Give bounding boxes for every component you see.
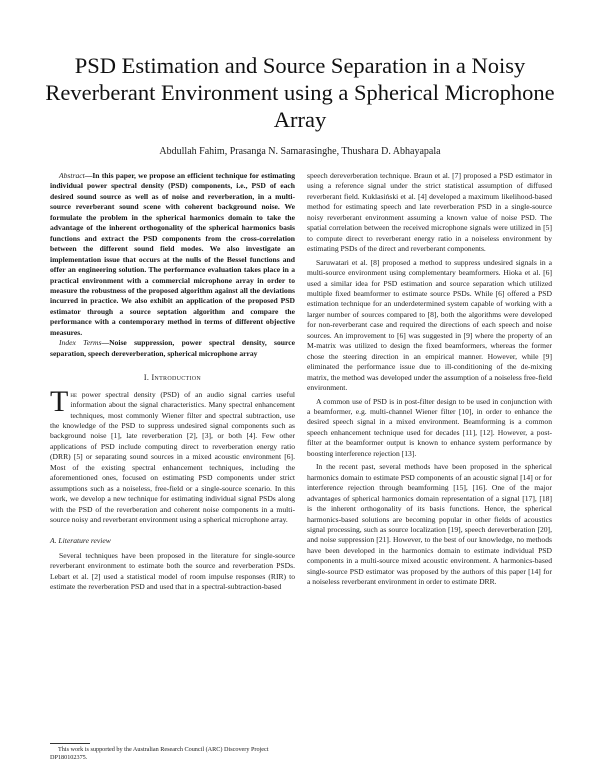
intro-lead-word: he — [70, 389, 77, 399]
intro-text: power spectral density (PSD) of an audio signal carries useful information about the signal characteristics. Many spectral enhancement techniques, most commonly Wiener filter and spectral subtraction, use the knowledge of the PSD to suppress undesired signal components such as background noise [1], late reverberation [2], [3], or both [4]. Few other applications of PSD include computing direct to reverberation energy ratio (DRR) [5] or separating sound sources in a mixed acoustic environment [6]. Most of the existing spectral enhancement techniques, including the aforementioned ones, focused on estimating PSD components under strict assumptions such as a noiseless, free-field or a single-source scenario. In this work, we develop a new technique for estimating individual signal PSDs along with the PSD of the reverberation and coherent noise components in a multi-source noisy and reverberant environment using a spherical microphone array. — [50, 389, 295, 525]
author-list: Abdullah Fahim, Prasanga N. Samarasinghe, Thushara D. Abhayapala — [159, 146, 441, 157]
funding-footnote: This work is supported by the Australian Research Council (ARC) Discovery Project DP180102375. — [50, 746, 269, 761]
footnote-rule — [50, 743, 90, 744]
index-terms — [50, 338, 295, 359]
subsection-heading-literature-review: A. Literature review — [50, 535, 111, 545]
body-paragraph-1: speech dereverberation technique. Braun et al. [7] proposed a PSD estimator in using a reference signal under the strict statistical assumption of diffused reverberant field. Kuklasiński et al. [4] developed a maximum likelihood-based method for estimating speech and late reverberation PSD in a single-source noisy reverberant environment assuming a known value of noise PSD. The spatial correlation between the received microphone signals were utilized in [5] to compute direct to reverberant energy ratio in a noiseless environment by estimating PSDs of the direct and reverberant components. — [307, 171, 552, 254]
index-terms-label: Index Terms — [59, 338, 102, 348]
drop-cap: T — [50, 384, 69, 418]
section-heading-introduction: I. Introduction — [143, 373, 202, 383]
intro-paragraph — [50, 384, 295, 526]
body-paragraph-2: Saruwatari et al. [8] proposed a method to suppress undesired signals in a multi-source environment using complementary beamformers. Hioka et al. [6] used a similar idea for PSD estimation and source separation which utilized multiple fixed beamformer to estimate source PSDs. While [6] offered a PSD estimation technique for an underdetermined system capable of working with a larger number of sources compared to [8], both the algorithms were developed for non-reverberant case and required the directions of each speech and noise sources. An improvement to [6] was suggested in [9] where the property of an M-matrix was utilized to design the fixed beamformers, whereas the former chose the steering direction in an empirical manner. However, while [9] eliminated the performance issue due to ill-conditioning of the de-mixing matrix, the method was developed under the assumption of a noiseless free-field environment. — [307, 257, 552, 393]
right-column — [307, 171, 552, 588]
body-paragraph-4: In the recent past, several methods have been proposed in the spherical harmonics domain to estimate PSD components of an acoustic signal [14] or for interference rejection through beamforming [15], [16]. One of the major advantages of spherical harmonics domain representation of a signal [17], [18] is the inherent orthogonality of its basis functions. Hence, the spherical harmonics-based solutions are becoming popular in other fields of acoustics signal processing, such as source localization [19], speech dereverberation [20], and noise suppression [21]. However, to the best of our knowledge, no methods have been developed in the harmonics domain to estimate individual PSD components in a multi-source mixed acoustic environment. A harmonics-based single-source PSD estimator was proposed by the authors of this paper [14] for a noiseless reverberant environment in order to estimate DRR. — [307, 462, 552, 587]
literature-paragraph: Several techniques have been proposed in the literature for single-source reverberant environment to estimate both the source and reverberation PSDs. Lebart et al. [2] used a statistical model of room impulse responses (RIR) to estimate the reverberation PSD and used that in a spectral-subtraction-based — [50, 550, 295, 592]
paper-title: PSD Estimation and Source Separation in a Noisy Reverberant Environment using a Spherical Microphone Array — [45, 53, 555, 132]
introduction — [50, 384, 295, 526]
left-column — [50, 171, 295, 593]
abstract-label: Abstract — [59, 171, 85, 180]
body-paragraph-3: A common use of PSD is in post-filter design to be used in conjunction with a beamformer, e.g. multi-channel Wiener filter [10], in order to enhance the desired speech signal in a mixed environment. Beamforming is a common speech enhancement technique used for decades [11], [12]. However, a post-filter at the beamformer output is known to enhance system performance by boosting interference rejection [13]. — [307, 396, 552, 458]
index-terms-text: —Noise suppression, power spectral density, source separation, speech dereverberation, spherical microphone array — [50, 338, 295, 358]
abstract — [50, 171, 295, 338]
abstract-text: —In this paper, we propose an efficient technique for estimating individual power spectral density (PSD) components, i.e., PSD of each desired sound source as well as of noise and reverberation, in a multi-source reverberant sound scene with coherent background noise. We formulate the problem in the spherical harmonics domain to take the advantage of the inherent orthogonality of the spherical harmonics basis functions and extract the PSD components from the cross-correlation between the different sound field modes. We also investigate an implementation issue that occurs at the nulls of the Bessel functions and offer an engineering solution. The performance evaluation takes place in a practical environment with a commercial microphone array in order to measure the robustness of the proposed algorithm against all the deviations incurred in practice. We also exhibit an application of the proposed PSD estimator through a source septation algorithm and compare the performance with a contemporary method in terms of different objective measures. — [50, 171, 295, 337]
